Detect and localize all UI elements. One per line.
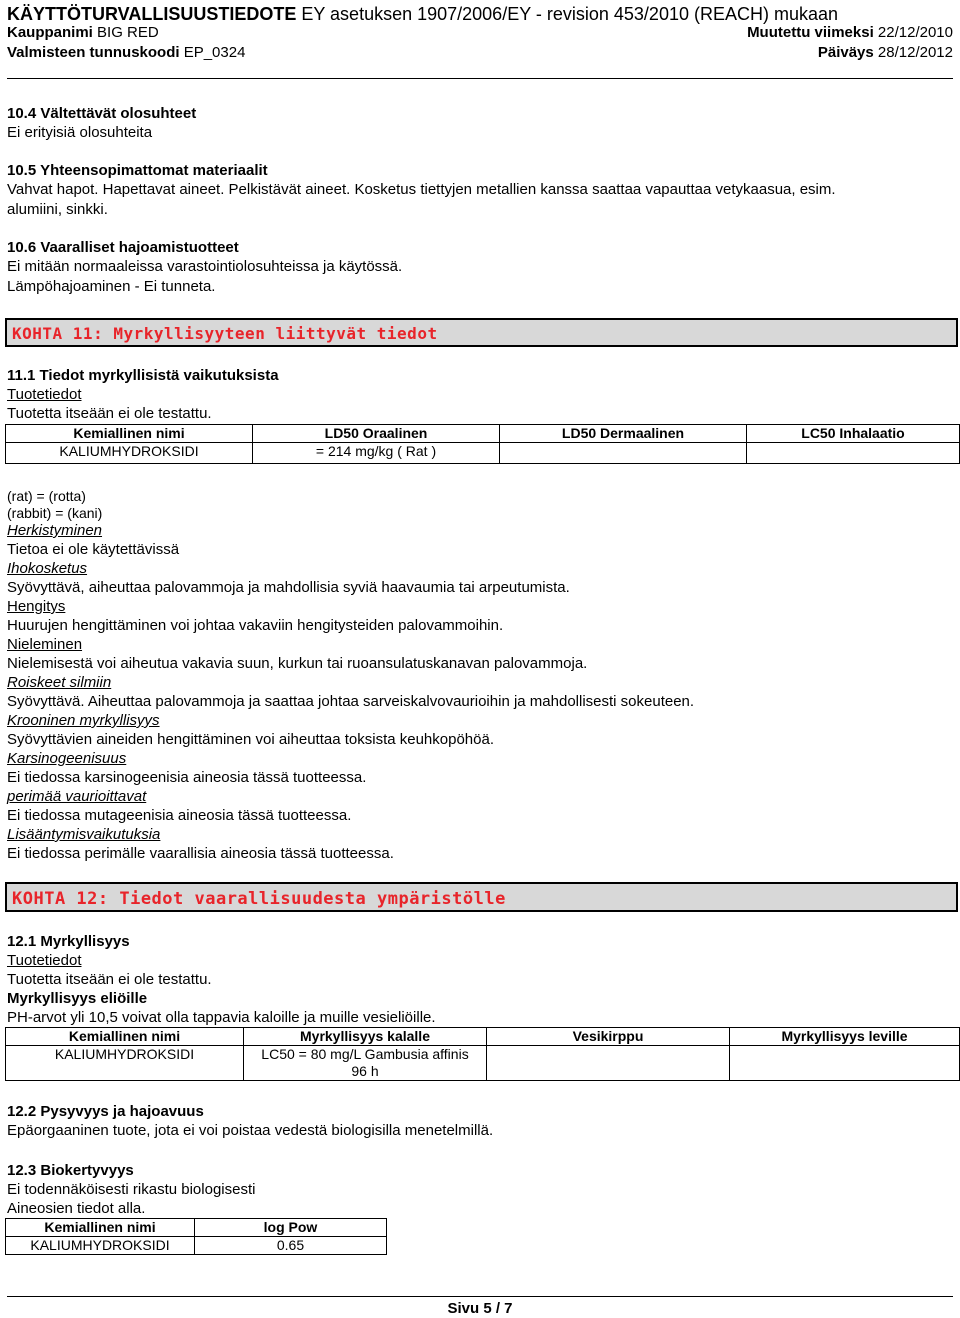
item-text-inhalation: Huurujen hengittäminen voi johtaa vakaviin hengitysteiden palovammoihin.: [7, 617, 504, 634]
fish-toxicity-line2: 96 h: [351, 1063, 379, 1079]
table-row: [6, 1237, 387, 1255]
col-daphnia: Vesikirppu: [487, 1028, 730, 1046]
table-row: [6, 443, 960, 464]
item-text-mutagenicity: Ei tiedossa mutageenisia aineosia tässä tuotteessa.: [7, 807, 352, 824]
document-title: [7, 4, 838, 25]
cell-chemical-name: KALIUMHYDROKSIDI: [6, 1046, 244, 1081]
table-header-row: [6, 1028, 960, 1046]
s10-5-line2: alumiini, sinkki.: [7, 201, 108, 218]
item-text-eye: Syövyttävä. Aiheuttaa palovammoja ja saattaa johtaa sarveiskalvovaurioihin ja mahdollisesti sokeuteen.: [7, 693, 695, 710]
item-label-chronic: Krooninen myrkyllisyys: [7, 712, 160, 729]
trade-name-label: Kauppanimi: [7, 24, 93, 41]
header-divider: [7, 78, 953, 79]
trade-name: [7, 24, 159, 41]
section-11-band: [5, 318, 958, 347]
cell-daphnia: [487, 1046, 730, 1081]
item-label-ingestion: Nieleminen: [7, 636, 83, 653]
s12-1-product-info-text: Tuotetta itseään ei ole testattu.: [7, 971, 212, 988]
s12-1-heading: 12.1 Myrkyllisyys: [7, 933, 130, 950]
item-text-ingestion: Nielemisestä voi aiheutua vakavia suun, kurkun tai ruoansulatuskanavan palovammoja.: [7, 655, 588, 672]
table-header-row: [6, 425, 960, 443]
table-header-row: [6, 1219, 387, 1237]
item-text-skin: Syövyttävä, aiheuttaa palovammoja ja mahdollisia syviä haavaumia tai arpeutumista.: [7, 579, 570, 596]
s11-1-product-info-text: Tuotetta itseään ei ole testattu.: [7, 405, 212, 422]
col-fish-toxicity: Myrkyllisyys kalalle: [244, 1028, 487, 1046]
col-chemical-name: Kemiallinen nimi: [6, 1219, 195, 1237]
cell-lc50-inhalation: [747, 443, 960, 464]
item-label-inhalation: Hengitys: [7, 598, 66, 615]
item-label-sensitization: Herkistyminen: [7, 522, 103, 539]
modified-value: 22/12/2010: [877, 24, 953, 41]
cell-log-pow: 0.65: [195, 1237, 387, 1255]
s12-3-heading: 12.3 Biokertyvyys: [7, 1162, 134, 1179]
cell-chemical-name: KALIUMHYDROKSIDI: [6, 443, 253, 464]
col-lc50-inhalation: LC50 Inhalaatio: [747, 425, 960, 443]
item-label-mutagenicity: perimää vaurioittavat: [7, 788, 147, 805]
title-bold: KÄYTTÖTURVALLISUUSTIEDOTE: [7, 4, 297, 24]
s10-4-text: Ei erityisiä olosuhteita: [7, 124, 153, 141]
col-chemical-name: Kemiallinen nimi: [6, 425, 253, 443]
s12-2-heading: 12.2 Pysyvyys ja hajoavuus: [7, 1103, 204, 1120]
s12-1-product-info-label: Tuotetiedot: [7, 952, 82, 969]
section-11-title: KOHTA 11: Myrkyllisyyteen liittyvät tiedot: [12, 324, 438, 343]
s10-4-heading: 10.4 Vältettävät olosuhteet: [7, 105, 197, 122]
item-label-skin: Ihokosketus: [7, 560, 88, 577]
rabbit-note: (rabbit) = (kani): [7, 505, 103, 521]
rat-note: (rat) = (rotta): [7, 488, 86, 504]
col-log-pow: log Pow: [195, 1219, 387, 1237]
footer-divider: [7, 1296, 953, 1297]
title-rest: EY asetuksen 1907/2006/EY - revision 453/2010 (REACH) mukaan: [301, 4, 839, 24]
fish-toxicity-line1: LC50 = 80 mg/L Gambusia affinis: [261, 1046, 469, 1062]
modified-date: [747, 24, 953, 41]
trade-name-value: BIG RED: [97, 24, 159, 41]
cell-chemical-name: KALIUMHYDROKSIDI: [6, 1237, 195, 1255]
product-code-value: EP_0324: [183, 44, 246, 61]
ecotoxicity-table: [5, 1027, 960, 1081]
modified-label: Muutettu viimeksi: [747, 24, 874, 41]
s10-6-heading: 10.6 Vaaralliset hajoamistuotteet: [7, 239, 239, 256]
table-row: [6, 1046, 960, 1081]
s10-6-line1: Ei mitään normaaleissa varastointiolosuhteissa ja käytössä.: [7, 258, 403, 275]
date-label: Päiväys: [817, 44, 874, 61]
page-number: Sivu 5 / 7: [447, 1300, 513, 1317]
cell-ld50-dermal: [500, 443, 747, 464]
item-text-chronic: Syövyttävien aineiden hengittäminen voi aiheuttaa toksista keuhkopöhöä.: [7, 731, 494, 748]
s12-3-line2: Aineosien tiedot alla.: [7, 1200, 146, 1217]
s12-1-eco-text: PH-arvot yli 10,5 voivat olla tappavia kaloille ja muille vesieliöille.: [7, 1009, 436, 1026]
cell-algae-toxicity: [730, 1046, 960, 1081]
acute-toxicity-table: [5, 424, 960, 464]
s12-3-line1: Ei todennäköisesti rikastu biologisesti: [7, 1181, 256, 1198]
item-label-eye: Roiskeet silmiin: [7, 674, 112, 691]
item-text-carcinogenicity: Ei tiedossa karsinogeenisia aineosia tässä tuotteessa.: [7, 769, 367, 786]
date-value: 28/12/2012: [877, 44, 953, 61]
issue-date: [818, 44, 953, 61]
item-text-reproductive: Ei tiedossa perimälle vaarallisia aineosia tässä tuotteessa.: [7, 845, 394, 862]
s12-1-eco-label: Myrkyllisyys eliöille: [7, 990, 148, 1007]
col-algae-toxicity: Myrkyllisyys leville: [730, 1028, 960, 1046]
cell-ld50-oral: = 214 mg/kg ( Rat ): [253, 443, 500, 464]
s11-1-product-info-label: Tuotetiedot: [7, 386, 82, 403]
s12-2-text: Epäorgaaninen tuote, jota ei voi poistaa vedestä biologisilla menetelmillä.: [7, 1122, 494, 1139]
cell-fish-toxicity: [244, 1046, 487, 1081]
product-code: [7, 44, 245, 61]
section-12-band: [5, 882, 958, 912]
s11-1-heading: 11.1 Tiedot myrkyllisistä vaikutuksista: [7, 367, 279, 384]
item-label-carcinogenicity: Karsinogeenisuus: [7, 750, 127, 767]
product-code-label: Valmisteen tunnuskoodi: [7, 44, 180, 61]
item-label-reproductive: Lisääntymisvaikutuksia: [7, 826, 161, 843]
item-text-sensitization: Tietoa ei ole käytettävissä: [7, 541, 180, 558]
bioaccumulation-table: [5, 1218, 387, 1255]
section-12-title: KOHTA 12: Tiedot vaarallisuudesta ympäristölle: [12, 889, 506, 909]
col-chemical-name: Kemiallinen nimi: [6, 1028, 244, 1046]
s10-5-line1: Vahvat hapot. Hapettavat aineet. Pelkistävät aineet. Kosketus tiettyjen metallien kanssa saattaa vapauttaa vetykaasua, esim.: [7, 181, 836, 198]
col-ld50-oral: LD50 Oraalinen: [253, 425, 500, 443]
col-ld50-dermal: LD50 Dermaalinen: [500, 425, 747, 443]
s10-6-line2: Lämpöhajoaminen - Ei tunneta.: [7, 278, 216, 295]
s10-5-heading: 10.5 Yhteensopimattomat materiaalit: [7, 162, 268, 179]
